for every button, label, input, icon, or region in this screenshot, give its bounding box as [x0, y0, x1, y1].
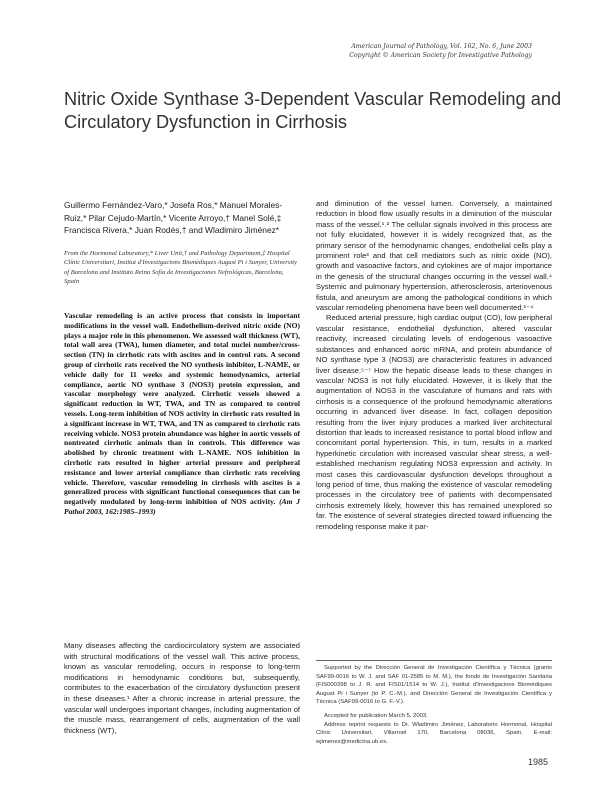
footnote-address: Address reprint requests to Dr. Wladimiro Jiménez, Laboratorio Hormonal, Hospital Clínic Universitari, Villarroel 170, Barcelona 08036, Spain. E-mail: wjimenez@medicina.ub.es.	[316, 721, 552, 745]
article-title: Nitric Oxide Synthase 3-Dependent Vascular Remodeling and Circulatory Dysfunction in Cirrhosis	[64, 89, 562, 132]
body-text-right	[316, 199, 552, 532]
footnotes	[316, 664, 552, 746]
journal-copyright: Copyright © American Society for Investigative Pathology	[349, 52, 532, 59]
journal-header	[349, 42, 532, 60]
author-list: Guillermo Fernández-Varo,* Josefa Ros,* Manuel Morales-Ruiz,* Pilar Cejudo-Martín,* Vicente Arroyo,† Manel Solé,‡ Francisca Rivera,* Juan Rodés,† and Wladimiro Jiménez*	[64, 200, 283, 235]
body-text-left: Many diseases affecting the cardiocirculatory system are associated with structural modifications of the vessel wall. This active process, known as vascular remodeling, occurs in response to long-term modifications in hemodynamic conditions but, subsequently, contributes to the exacerbation of the circulatory dysfunction present in these diseases.¹ After a chronic increase in arterial pressure, the vascular wall undergoes important changes, including augmentation of the muscle mass, rearrangement of cells, augmentation of the wall thickness (WT),	[64, 641, 300, 735]
body-paragraph: Reduced arterial pressure, high cardiac output (CO), low peripheral vascular resistance, endothelial dysfunction, altered vascular reactivity, increased circulating levels of endogenous vasoactive substances and enhanced aortic mRNA, and protein abundance of NO synthase type 3 (NOS3) are characteristic features in advanced liver disease.⁵⁻⁷ How the hepatic disease leads to these changes in vascular NOS3 is not fully elucidated. However, it is likely that the augmentation of NOS3 in the vasculature of humans and rats with cirrhosis is a consequence of the profound hemodynamic alterations occurring in advanced liver disease. In fact, collagen deposition resulting from the liver injury produces a marked liver architectural distortion that leads to increased resistance to portal blood inflow and concomitant portal hypertension. This, in turn, results in a marked hyperkinetic circulation with increased vascular shear stress, a well-established mechanism regulating NOS3 expression and activity. In most cases this cardiovascular dysfunction develops throughout a long period of time, thus making the existence of vascular remodeling processes in the circulatory tree of patients with decompensated cirrhosis extremely likely, however this has remained unexplored so far. The existence of several strategies directed toward influencing the remodeling response make it par-	[316, 313, 552, 531]
affiliations: From the Hormonal Laboratory,* Liver Unit,† and Pathology Department,‡ Hospital Clínic Universitari, Institut d'Investigacions Biomèdiques August Pi i Sunyer, University of Barcelona and Instituto Reina Sofía de Investigaciones Nefrológicas, Barcelona, Spain	[64, 250, 297, 286]
journal-citation: American Journal of Pathology, Vol. 162, No. 6, June 2003	[351, 43, 532, 50]
body-paragraph: and diminution of the vessel lumen. Conversely, a maintained reduction in blood flow usually results in a diminution of the muscular mass of the vessel.¹˒² The cellular signals involved in this process are not fully elucidated, however it is widely recognized that, as the primary sensor of the hemodynamic changes, endothelial cells play a prominent role³ and that cell mediators such as nitric oxide (NO), growth and vasoactive factors, and cytokines are of major importance in the genesis of the structural changes occurring in the vessel wall.⁴ Systemic and pulmonary hypertension, atherosclerosis, arteriovenous fistula, and aneurysm are among the pathological conditions in which vascular remodeling phenomena have been well documented.¹⁻⁴	[316, 199, 552, 313]
footnote-divider	[316, 660, 552, 661]
page-number: 1985	[527, 757, 548, 767]
footnote-accepted: Accepted for publication March 5, 2003.	[324, 712, 428, 719]
abstract	[64, 311, 300, 517]
abstract-text: Vascular remodeling is an active process that consists in important modifications in the vessel wall. Endothelium-derived nitric oxide (NO) plays a major role in this phenomenon. We assessed wall thickness (WT), total wall area (TWA), lumen diameter, and total nuclei number/cross-section (TN) in cirrhotic rats with ascites and in control rats. A second group of cirrhotic rats received the NO synthesis inhibitor, L-NAME, or vehicle daily for 11 weeks and systemic hemodynamics, arterial compliance, aortic NO synthase 3 (NOS3) protein expression, and vascular morphology were analyzed. Cirrhotic vessels showed a significant reduction in WT, TWA, and TN as compared to control vessels. Long-term inhibition of NOS activity in cirrhotic rats resulted in a significant increase in WT, TWA, and TN as compared to cirrhotic rats receiving vehicle. NOS3 protein abundance was higher in aortic vessels of nontreated cirrhotic animals than in controls. This difference was abolished by chronic treatment with L-NAME. NOS inhibition in cirrhotic rats resulted in higher arterial pressure and peripheral resistance and lower arterial compliance than cirrhotic rats receiving vehicle. Therefore, vascular remodeling in cirrhosis with ascites is a generalized process with significant functional consequences that can be negatively modulated by long-term inhibition of NOS activity.	[64, 311, 300, 507]
footnote-support: Supported by the Dirección General de Investigación Científica y Técnica (grants SAF99-0016 to W. J. and SAF 01-2585 to M. M.), the fondo de Investigación Sanitaria (FIS000398 to J. R. and FIS01/1514 to W. J.), Institut d'Investigacions Biomèdiques August Pi i Sunyer (to P. C.-M.), and Dirección General de Investigación Científica y Técnica (SAF99-0016 to G. F.-V.).	[316, 665, 552, 706]
abstract-reference: (Am J Pathol 2003, 162:1985–1993)	[64, 497, 300, 516]
